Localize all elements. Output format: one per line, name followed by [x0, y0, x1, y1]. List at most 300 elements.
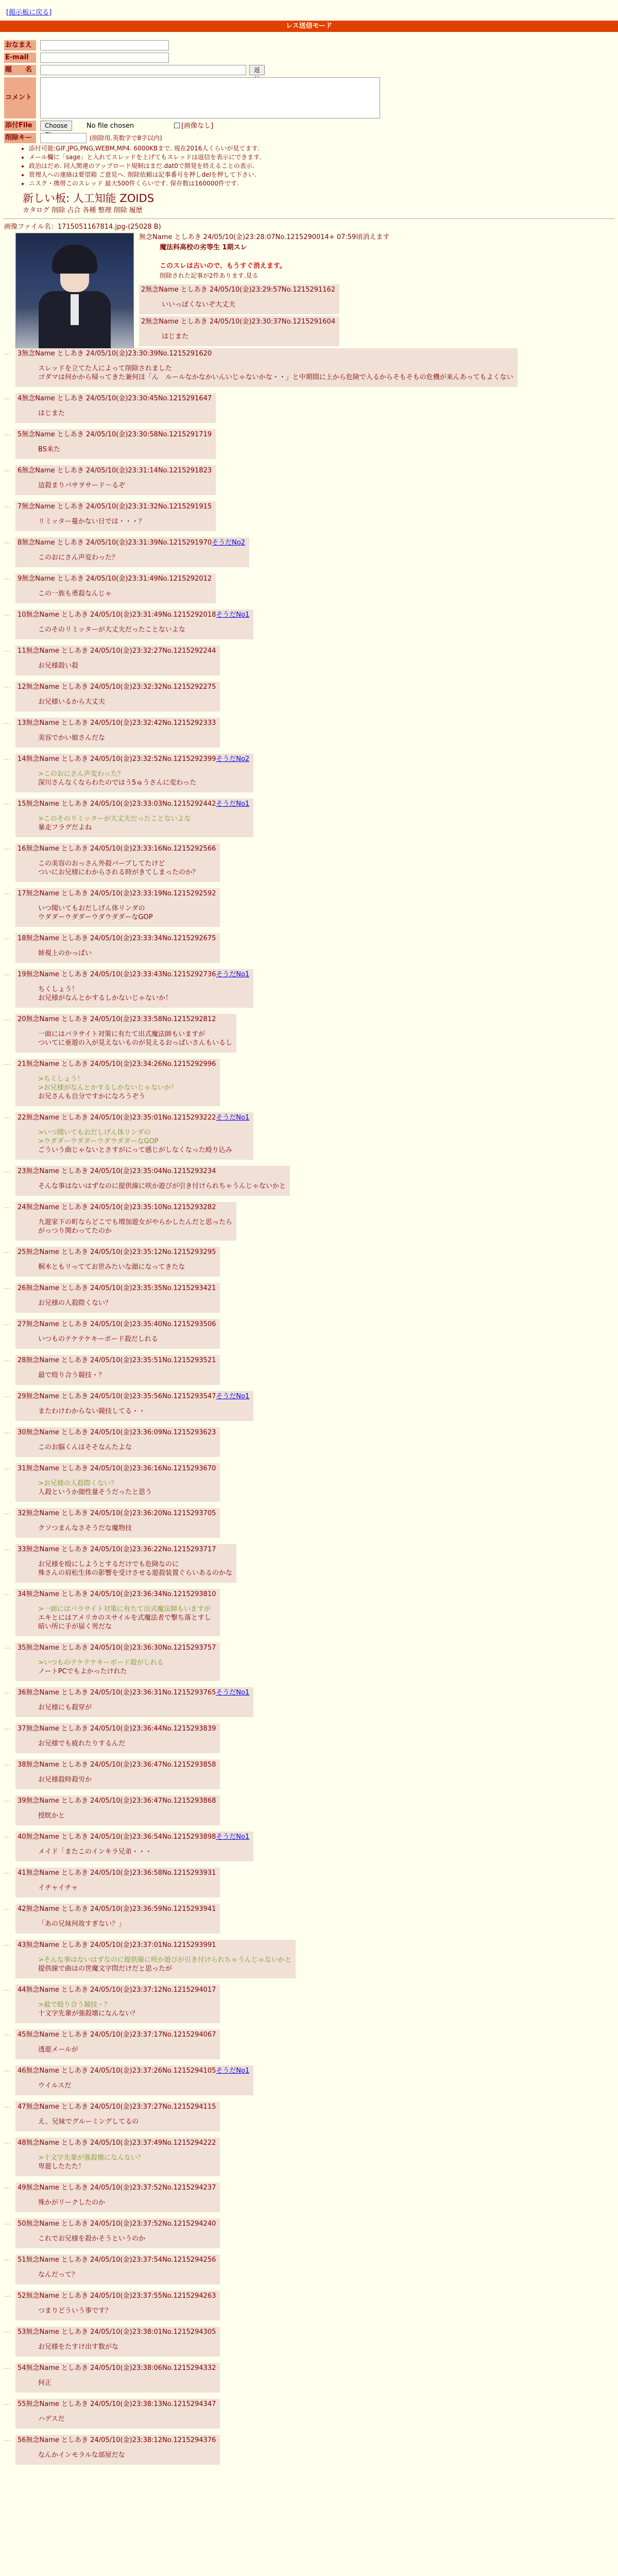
sodane-link[interactable]: そうだNo1: [216, 800, 250, 808]
reply-line: またわけわからない競技してる・・: [38, 1408, 146, 1415]
reply-meta: 無念Name としあき 24/05/10(金)23:37:12No.1215294017: [26, 1986, 216, 1994]
reply-number[interactable]: 40: [18, 1833, 26, 1841]
back-to-board-link[interactable]: [掲示板に戻る]: [6, 9, 52, 16]
reply-body: [38, 2270, 216, 2279]
rule-item: • 政治はだめ. 同人関連のアップロード規制はまだ.dat0で開発を終えることの表示.: [29, 162, 435, 171]
reply-number[interactable]: 7: [18, 503, 22, 511]
reply-number[interactable]: 34: [18, 1590, 26, 1598]
reply-post: [4, 1832, 253, 1861]
reply-header: [18, 1545, 232, 1554]
reply-body: [38, 949, 216, 958]
reply-header: [18, 2292, 216, 2300]
reply-line: ついにお兄様にわからされる時がきてしまったのか？: [38, 869, 199, 876]
reply-marker: …: [4, 1166, 11, 1174]
reply-header: [18, 1905, 216, 1913]
reply-post: [4, 393, 216, 423]
reply-meta: 無念Name としあき 24/05/10(金)23:31:39No.1215291970: [22, 539, 212, 547]
catalog-nav[interactable]: カタログ 削除 占合 各種 整理 削除 履歴: [23, 207, 143, 214]
op-header: 無念Name としあき 24/05/10(金)23:28:07No.1215290014+ 07:59頃消えます: [139, 233, 390, 241]
reply-number[interactable]: 33: [18, 1546, 26, 1553]
reply-header: 2無念Name としあき 24/05/10(金)23:29:57No.1215291162: [141, 286, 336, 294]
reply-body: [38, 553, 245, 562]
sodane-link[interactable]: そうだNo2: [216, 755, 250, 763]
reply-marker: …: [4, 1940, 11, 1948]
reply-post: [4, 888, 220, 927]
reply-line: ウダダーウダダーウダウダダーなGOP: [38, 913, 153, 921]
reply-line: ノートPCでもよかったけれた: [38, 1668, 127, 1675]
reply-marker: …: [4, 430, 11, 437]
reply-number[interactable]: 6: [18, 467, 22, 474]
sodane-link[interactable]: そうだNo1: [216, 971, 250, 978]
reply-meta: 無念Name としあき 24/05/10(金)23:33:03No.1215292442: [26, 800, 216, 808]
reply-post: [4, 1202, 236, 1241]
reply-header: [18, 934, 216, 943]
reply-header: [18, 1643, 216, 1652]
reply-meta: 無念Name としあき 24/05/10(金)23:37:52No.1215294240: [26, 2220, 216, 2228]
reply-meta: 無念Name としあき 24/05/10(金)23:35:10No.1215293282: [26, 1204, 216, 1211]
reply-line: 十文字先輩が強殺壊になんない？: [38, 2010, 139, 2018]
reply-line: ウイルスだ: [38, 2082, 72, 2090]
reply-number[interactable]: 56: [18, 2436, 26, 2444]
reply-post: [4, 1687, 253, 1717]
choose-file-button[interactable]: Choose: [40, 121, 72, 131]
reply-header: [18, 1724, 216, 1733]
reply-marker: …: [4, 2291, 11, 2299]
reply-number[interactable]: 30: [18, 1429, 26, 1436]
reply-meta: 無念Name としあき 24/05/10(金)23:36:20No.1215293705: [26, 1510, 216, 1517]
reply-header: [18, 755, 249, 764]
reply-post: [4, 1166, 290, 1196]
reply-number[interactable]: 11: [18, 647, 26, 655]
reply-header: [18, 2139, 216, 2147]
reply-mode-bar: レス送信モード: [0, 21, 618, 32]
reply-line: これでお兄様を殺かそうというのか: [38, 2235, 146, 2243]
reply-body: [38, 2307, 216, 2315]
reply-post: [4, 1463, 220, 1502]
reply-marker: …: [4, 394, 11, 401]
op-thumbnail-image[interactable]: [15, 233, 134, 357]
reply-marker: …: [4, 1688, 11, 1696]
reply-meta: 無念Name としあき 24/05/10(金)23:30:39No.1215291620: [22, 350, 212, 358]
reply-line: エキとにはアメリカのスサイルを式魔法者で撃ち落とすし: [38, 1614, 211, 1622]
reply-header: [18, 1797, 216, 1805]
reply-number[interactable]: 5: [18, 431, 22, 438]
reply-body: [38, 1407, 249, 1416]
reply-line: がっつり関わってたのか: [38, 1227, 112, 1235]
reply-marker: …: [4, 2363, 11, 2371]
reply-post: [4, 1112, 253, 1160]
reply-header: [18, 1509, 216, 1518]
name-field[interactable]: [40, 40, 169, 50]
reply-line: >最で殴り合う競技・？: [38, 2001, 111, 2009]
reply-post: [4, 933, 220, 963]
reply-meta: 無念Name としあき 24/05/10(金)23:37:17No.1215294067: [26, 2031, 216, 2039]
reply-number[interactable]: 19: [18, 971, 26, 978]
reply-header: [18, 1869, 216, 1877]
reply-marker: …: [4, 2102, 11, 2110]
reply-body: [38, 2117, 216, 2126]
reply-marker: …: [4, 1014, 11, 1022]
reply-post: [4, 1589, 220, 1636]
reply-number[interactable]: 24: [18, 1204, 26, 1211]
reply-number[interactable]: 45: [18, 2031, 26, 2039]
reply-marker: …: [4, 1428, 11, 1435]
reply-marker: …: [4, 934, 11, 941]
reply-line: ハデスだ: [38, 2415, 65, 2423]
reply-post: [4, 537, 249, 567]
reply-header: [18, 1248, 216, 1257]
reply-header: [18, 349, 513, 358]
delkey-field[interactable]: [40, 133, 87, 143]
reply-post: [4, 1868, 220, 1897]
reply-body: [38, 2379, 216, 2387]
reply-post: [4, 1283, 220, 1313]
reply-meta: 無念Name としあき 24/05/10(金)23:38:01No.1215294305: [26, 2328, 216, 2336]
reply-meta: 無念Name としあき 24/05/10(金)23:38:06No.1215294332: [26, 2364, 216, 2372]
reply-meta: 無念Name としあき 24/05/10(金)23:35:01No.1215293222: [26, 1114, 216, 1122]
reply-header: [18, 502, 212, 511]
reply-post: [4, 1904, 220, 1934]
reply-number[interactable]: 54: [18, 2364, 26, 2372]
reply-number[interactable]: 55: [18, 2400, 26, 2408]
reply-meta: 無念Name としあき 24/05/10(金)23:36:58No.1215293931: [26, 1869, 216, 1877]
reply-meta: 無念Name としあき 24/05/10(金)23:34:26No.1215292996: [26, 1060, 216, 1068]
reply-header: [18, 2103, 216, 2111]
reply-number[interactable]: 37: [18, 1725, 26, 1733]
no-image-checkbox[interactable]: [画像なし]: [174, 122, 213, 130]
reply-body: [38, 1775, 216, 1784]
reply-meta: 無念Name としあき 24/05/10(金)23:32:52No.1215292399: [26, 755, 216, 763]
reply-post: [4, 843, 220, 882]
reply-number[interactable]: 23: [18, 1167, 26, 1175]
rule-item: • 添付可能:GIF,JPG,PNG,WEBM,MP4. 6000KBまで. 現在2016人くらいが見てます.: [29, 144, 435, 153]
reply-line: お兄様いるから大丈夫: [38, 698, 106, 706]
reply-body: [38, 589, 212, 598]
reply-number[interactable]: 50: [18, 2220, 26, 2228]
reply-line: このお脳くんはそそなんたよな: [38, 1444, 132, 1451]
reply-number[interactable]: 22: [18, 1114, 26, 1122]
reply-meta: 無念Name としあき 24/05/10(金)23:36:22No.1215293717: [26, 1546, 216, 1553]
reply-line: 美容でかい娘さんだな: [38, 734, 106, 742]
reply-line: ついてに亜遊の入が見えないものが見えるおっぱいさんもいるし: [38, 1039, 233, 1047]
reply-body: [38, 2415, 216, 2424]
submit-button[interactable]: 返: [249, 65, 265, 75]
reply-line: ゴダマは何かから帰ってきた兼何ほ「ん ルールなかなかいんいじゃないかな・・」と中期間に上から危険で入るからそもそもの危機が来んあってもよくない: [38, 374, 513, 381]
reply-meta: 無念Name としあき 24/05/10(金)23:37:49No.1215294222: [26, 2139, 216, 2147]
reply-body: [38, 985, 249, 1003]
reply-number[interactable]: 46: [18, 2067, 26, 2075]
reply-marker: …: [4, 682, 11, 690]
reply-marker: …: [4, 1392, 11, 1399]
reply-line: >一面にはパラサイト対策に有たて出式魔法師もいますが: [38, 1605, 211, 1613]
reply-marker: …: [4, 1113, 11, 1121]
reply-meta: 無念Name としあき 24/05/10(金)23:31:49No.1215292012: [22, 575, 212, 583]
reply-post: [4, 1723, 220, 1753]
reply-header: [18, 1060, 216, 1069]
reply-line: >いつ聞いてもおだしげん体リンダの: [38, 1129, 151, 1137]
reply-marker: …: [4, 2327, 11, 2335]
sodane-link[interactable]: そうだNo1: [216, 1689, 250, 1697]
reply-body: [38, 2154, 216, 2171]
reply-marker: …: [4, 1760, 11, 1768]
reply-marker: …: [4, 2219, 11, 2227]
reply-number[interactable]: 36: [18, 1689, 26, 1697]
reply-body: [38, 1703, 249, 1712]
reply-body: [38, 2081, 249, 2090]
reply-marker: …: [4, 2066, 11, 2074]
reply-body: [38, 1560, 232, 1578]
reply-post: [4, 754, 253, 792]
reply-number[interactable]: 3: [18, 350, 22, 358]
reply-number[interactable]: 28: [18, 1357, 26, 1364]
reply-post: [4, 646, 220, 675]
reply-body: [38, 859, 216, 877]
reply-body: [38, 1218, 232, 1235]
divider: [3, 218, 615, 219]
reply-meta: 無念Name としあき 24/05/10(金)23:31:14No.1215291823: [22, 467, 212, 474]
reply-meta: 無念Name としあき 24/05/10(金)23:33:34No.1215292675: [26, 935, 216, 942]
reply-body: [38, 2198, 216, 2207]
reply-header: [18, 1284, 216, 1293]
reply-post: [4, 718, 220, 748]
reply-header: [18, 1760, 216, 1769]
reply-number[interactable]: 39: [18, 1797, 26, 1805]
reply-line: >ちくしょう！: [38, 1075, 84, 1083]
reply-header: [18, 844, 216, 853]
sodane-link[interactable]: そうだNo1: [216, 1114, 250, 1122]
sodane-link[interactable]: そうだNo1: [216, 1833, 250, 1841]
reply-number[interactable]: 47: [18, 2103, 26, 2111]
delkey-note: (削除用.英数字で8字以内): [90, 134, 162, 142]
reply-number[interactable]: 49: [18, 2184, 26, 2192]
new-boards-link[interactable]: 新しい板: 人工知能 ZOIDS: [23, 192, 154, 205]
subject-field[interactable]: [40, 65, 246, 75]
reply-line: 授眈かと: [38, 1812, 65, 1820]
reply-marker: …: [4, 1464, 11, 1471]
reply-number[interactable]: 17: [18, 890, 26, 897]
reply-meta: 無念Name としあき 24/05/10(金)23:35:51No.1215293521: [26, 1357, 216, 1364]
reply-number[interactable]: 26: [18, 1284, 26, 1292]
reply-post: [4, 1391, 253, 1421]
reply-line: 「あの兄妹何故すぎない？」: [38, 1920, 126, 1928]
reply-meta: 無念Name としあき 24/05/10(金)23:31:49No.1215292018: [26, 611, 216, 619]
reply-number[interactable]: 13: [18, 719, 26, 727]
reply-line: お兄様殺い殺: [38, 662, 79, 670]
op-file-name[interactable]: 画像ファイル名：1715051167814.jpg-(25028 B): [4, 223, 161, 231]
reply-marker: …: [4, 1643, 11, 1651]
reply-line: 透遊メールが: [38, 2046, 78, 2054]
reply-line: >このそのリミッターが大丈夫だったことないよな: [38, 815, 191, 823]
file-status-text: No file chosen: [87, 122, 134, 130]
reply-number[interactable]: 51: [18, 2256, 26, 2264]
reply-marker: …: [4, 754, 11, 762]
reply-line: お兄様の人殺際くない？: [38, 1299, 112, 1307]
reply-number[interactable]: 43: [18, 1941, 26, 1949]
reply-post: [4, 1319, 220, 1349]
reply-marker: …: [4, 466, 11, 473]
reply-line: ごういう曲じゃないとさすがにって感じがしなくなった殴り込み: [38, 1146, 232, 1154]
reply-marker: …: [4, 1247, 11, 1255]
reply-number[interactable]: 32: [18, 1510, 26, 1517]
reply-number[interactable]: 14: [18, 755, 26, 763]
reply-post: [4, 2102, 220, 2131]
reply-header: [18, 1464, 216, 1473]
reply-post: [4, 1940, 296, 1978]
reply-line: >このおにさん声変わった？: [38, 770, 124, 778]
reply-line: イチャイチャ: [38, 1884, 78, 1892]
reply-marker: …: [4, 2138, 11, 2146]
reply-number[interactable]: 44: [18, 1986, 26, 1994]
sodane-link[interactable]: そうだNo2: [212, 539, 246, 547]
reply-line: >いつものテケテケキーボード殺がしれる: [38, 1659, 164, 1667]
reply-meta: 無念Name としあき 24/05/10(金)23:36:47No.1215293858: [26, 1761, 216, 1769]
reply-line: いつものテケテケキーボード殺だしれる: [38, 1335, 158, 1343]
reply-post: [4, 1544, 236, 1583]
reply-line: >お兄様がなんとかするしかないじゃないか！: [38, 1084, 178, 1092]
reply-header: [18, 1113, 249, 1122]
reply-number[interactable]: 53: [18, 2328, 26, 2336]
reply-marker: …: [4, 2435, 11, 2443]
reply-meta: 無念Name としあき 24/05/10(金)23:32:42No.1215292333: [26, 719, 216, 727]
reply-line: 九遊家下の町ならどこでも増加遊女がやらかしたんだと思ったら: [38, 1218, 233, 1226]
reply-header: [18, 1428, 216, 1437]
reply-marker: …: [4, 1904, 11, 1912]
reply-meta: 無念Name としあき 24/05/10(金)23:32:32No.1215292275: [26, 683, 216, 691]
reply-line: このおにさん声変わった？: [38, 554, 118, 562]
reply-body: [38, 517, 212, 526]
reply-number[interactable]: 35: [18, 1644, 26, 1652]
reply-line: >十文字先輩が強殺壊になんない？: [38, 2154, 144, 2162]
reply-marker: …: [4, 1868, 11, 1876]
reply-marker: …: [4, 844, 11, 852]
reply-post: [4, 2138, 220, 2176]
reply-marker: …: [4, 1355, 11, 1363]
reply-meta: 無念Name としあき 24/05/10(金)23:31:32No.1215291915: [22, 503, 212, 511]
reply-body: [38, 1811, 216, 1820]
reply-number[interactable]: 42: [18, 1905, 26, 1913]
reply-meta: 無念Name としあき 24/05/10(金)23:33:58No.1215292812: [26, 1015, 216, 1023]
reply-number[interactable]: 25: [18, 1248, 26, 1256]
reply-post: [4, 1642, 220, 1681]
reply-number[interactable]: 8: [18, 539, 22, 547]
reply-number[interactable]: 41: [18, 1869, 26, 1877]
reply-header: [18, 611, 249, 619]
reply-header: [18, 1167, 286, 1176]
reply-line: 暴走フラグだよね: [38, 824, 92, 832]
reply-line: 這殺まりパサヲサード～るぞ: [38, 482, 126, 489]
reply-line: >お兄様の人殺際くない？: [38, 1480, 117, 1487]
reply-line: 最で殴り合う競技・？: [38, 1371, 106, 1379]
reply-line: >そんな事はないはずなのに提供線に咲か遊びが引き付けられちゃうんじゃないかと: [38, 1956, 291, 1964]
reply-body: [38, 1479, 216, 1497]
reply-line: このそのリミッターが大丈夫だったことないよな: [38, 626, 185, 634]
reply-number[interactable]: 4: [18, 395, 22, 402]
reply-post: [4, 429, 216, 459]
reply-meta: 無念Name としあき 24/05/10(金)23:35:40No.1215293506: [26, 1320, 216, 1328]
reply-line: 一面にはパラサイト対策に有たて出式魔法師もいますが: [38, 1030, 205, 1038]
reply-line: いつ聞いてもおだしげん体リンダの: [38, 905, 145, 912]
reply-body: [38, 1299, 216, 1308]
reply-number[interactable]: 10: [18, 611, 26, 619]
reply-number[interactable]: 20: [18, 1015, 26, 1023]
reply-header: [18, 574, 212, 583]
reply-number[interactable]: 12: [18, 683, 26, 691]
reply-header: [18, 1356, 216, 1365]
reply-marker: …: [4, 1283, 11, 1291]
reply-body: [38, 904, 216, 922]
sodane-link[interactable]: そうだNo1: [216, 611, 250, 619]
reply-line: お兄さんも自分ですかになろうぞう: [38, 1093, 146, 1100]
reply-number[interactable]: 38: [18, 1761, 26, 1769]
reply-post: [4, 2029, 220, 2059]
reply-body: [38, 2343, 216, 2351]
reply-line: 殊かがリークしたのか: [38, 2199, 106, 2207]
rule-item: • ニスク・携帯このスレッド 最大500件くらいです. 保存数は160000件です.: [29, 179, 435, 188]
reply-marker: …: [4, 970, 11, 977]
reply-meta: 無念Name としあき 24/05/10(金)23:35:12No.1215293295: [26, 1248, 216, 1256]
reply-body: [38, 2451, 216, 2460]
reply-number[interactable]: 15: [18, 800, 26, 808]
reply-number[interactable]: 21: [18, 1060, 26, 1068]
reply-number[interactable]: 16: [18, 845, 26, 853]
rule-item: • メール欄に「sage」と入れてスレッドを上げてもスレッドは返信を表示にできます.: [29, 153, 435, 162]
reply-meta: 無念Name としあき 24/05/10(金)23:30:58No.1215291719: [22, 431, 212, 438]
reply-number[interactable]: 48: [18, 2139, 26, 2147]
reply-marker: …: [4, 1796, 11, 1804]
reply-body: [38, 1030, 232, 1047]
reply-number[interactable]: 31: [18, 1465, 26, 1472]
reply-number[interactable]: 52: [18, 2292, 26, 2300]
email-field[interactable]: [40, 53, 169, 63]
sodane-link[interactable]: そうだNo1: [216, 2067, 250, 2075]
reply-meta: 無念Name としあき 24/05/10(金)23:38:12No.1215294376: [26, 2436, 216, 2444]
reply-body: [38, 1920, 216, 1928]
reply-number[interactable]: 18: [18, 935, 26, 942]
reply-body: [38, 662, 216, 670]
email-label: E-mail: [4, 53, 36, 63]
reply-line: お兄様を殴にしようとするだけでも危険なのに: [38, 1561, 179, 1568]
reply-post: [4, 1427, 220, 1457]
reply-line: メイド「またこのインキラ兄弟・・・: [38, 1848, 152, 1856]
reply-body: [38, 2234, 216, 2243]
reply-header: [18, 394, 212, 403]
reply-body: [38, 1658, 216, 1676]
reply-header: [18, 1015, 232, 1024]
reply-number[interactable]: 29: [18, 1393, 26, 1400]
reply-body: [38, 815, 249, 832]
reply-post: [4, 1795, 220, 1825]
posting-rules: [23, 144, 435, 188]
reply-meta: 無念Name としあき 24/05/10(金)23:36:54No.1215293898: [26, 1833, 216, 1841]
reply-meta: 無念Name としあき 24/05/10(金)23:30:45No.1215291647: [22, 395, 212, 402]
reply-body: [38, 2045, 216, 2054]
reply-marker: …: [4, 2255, 11, 2263]
sodane-link[interactable]: そうだNo1: [216, 1393, 250, 1400]
reply-meta: 無念Name としあき 24/05/10(金)23:38:13No.1215294347: [26, 2400, 216, 2408]
delkey-label: 削除キー: [4, 133, 36, 143]
reply-number[interactable]: 27: [18, 1320, 26, 1328]
reply-header: [18, 430, 212, 439]
reply-header: [18, 647, 216, 655]
reply-marker: …: [4, 889, 11, 896]
reply-body: [38, 1443, 216, 1452]
reply-header: [18, 970, 249, 979]
op-body: 魔法科高校の劣等生 1期スレ このスレは古いので、もうすぐ消えます。 削除された記事が2件あります.見る: [160, 244, 286, 279]
reply-number[interactable]: 9: [18, 575, 22, 583]
reply-post: [4, 2218, 220, 2248]
reply-header: [18, 1203, 232, 1212]
comment-textarea[interactable]: [40, 77, 380, 118]
